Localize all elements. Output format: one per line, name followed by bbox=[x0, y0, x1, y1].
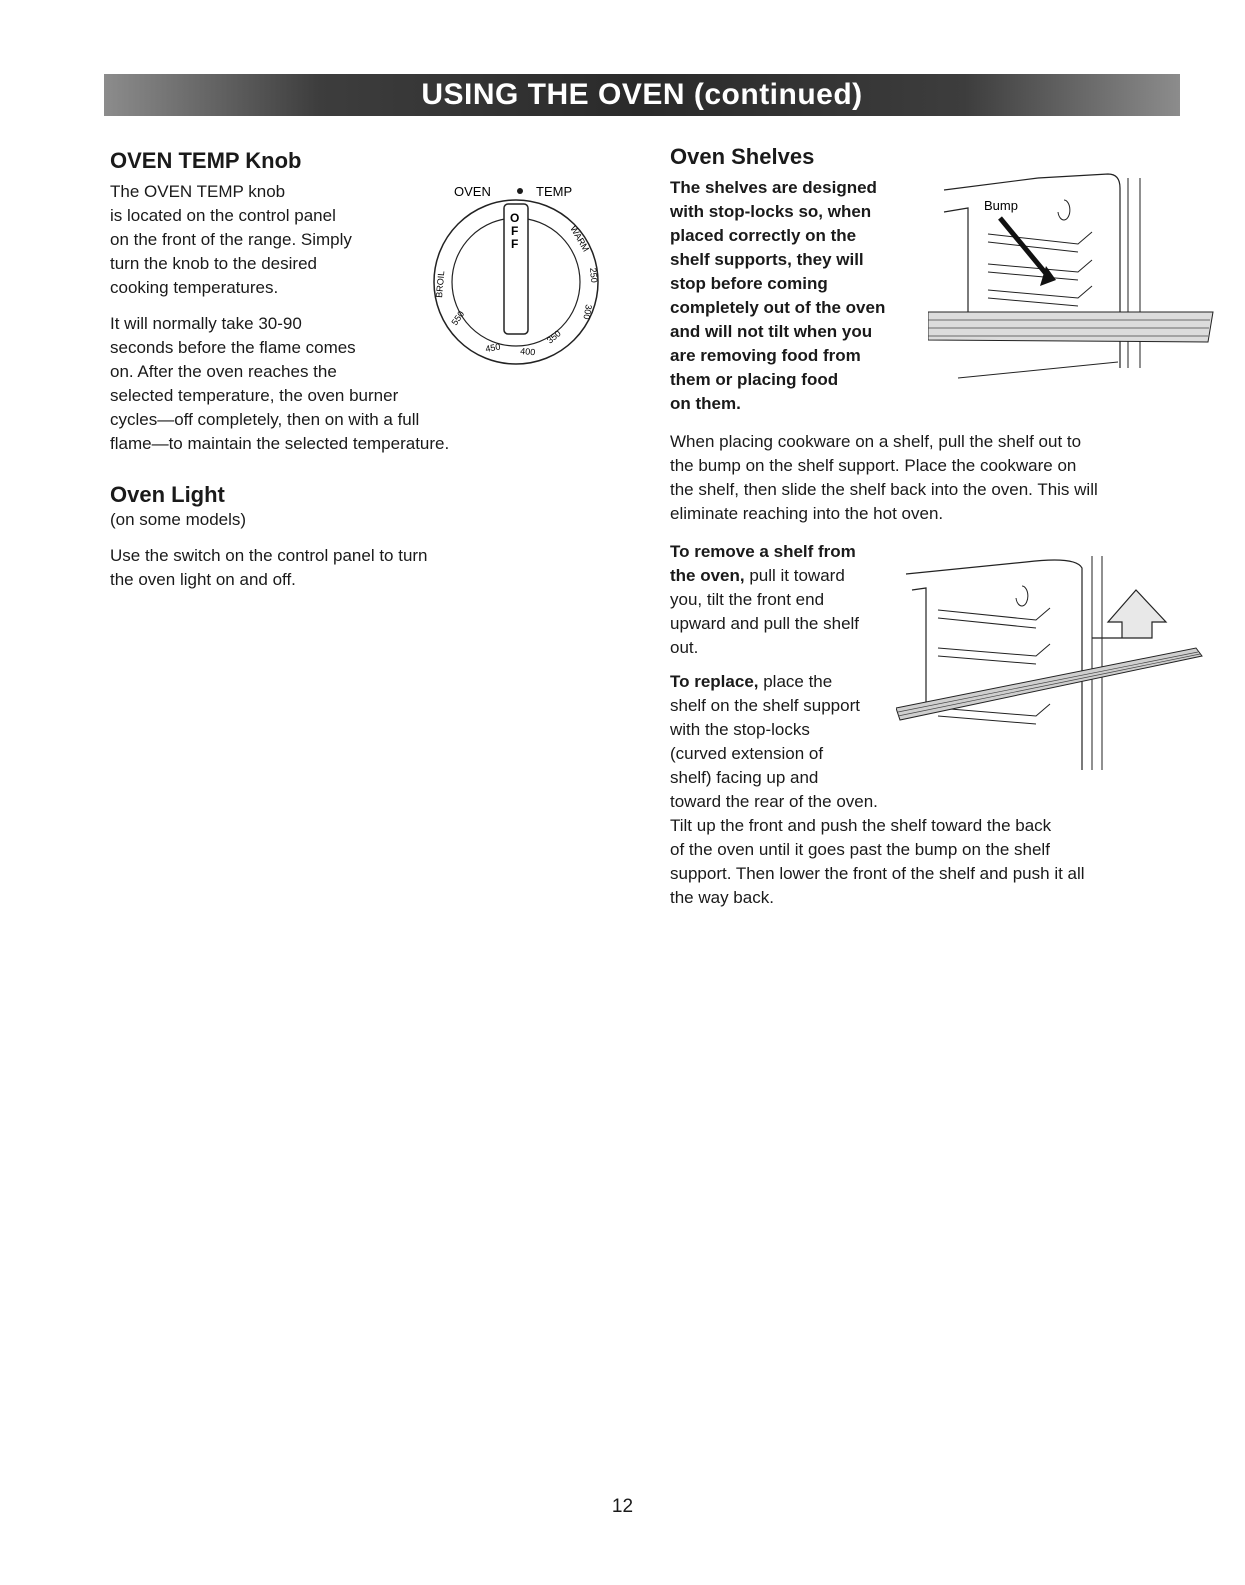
knob-label-broil: BROIL bbox=[434, 270, 447, 299]
knob-para1-line-5: cooking temperatures. bbox=[110, 278, 279, 297]
knob-para1-line-3: on the front of the range. Simply bbox=[110, 230, 352, 249]
shelves-bold-line-6: completely out of the oven bbox=[670, 298, 886, 317]
shelf-remove-illustration bbox=[896, 548, 1212, 778]
bump-label: Bump bbox=[984, 198, 1018, 213]
banner-title: USING THE OVEN (continued) bbox=[421, 78, 863, 111]
knob-off-letter-f1: F bbox=[511, 224, 519, 238]
shelves-bold-line-5: stop before coming bbox=[670, 274, 828, 293]
shelves-bold-line-1: The shelves are designed bbox=[670, 178, 877, 197]
shelf-support-rail bbox=[938, 608, 1050, 628]
knob-label-350: 350 bbox=[544, 328, 563, 346]
cookware-line-1: When placing cookware on a shelf, pull the shelf out to bbox=[670, 432, 1082, 451]
replace-line-6: toward the rear of the oven. bbox=[670, 792, 878, 811]
replace-line-5: shelf) facing up and bbox=[670, 768, 819, 787]
knob-off-letter-o: O bbox=[510, 211, 520, 225]
replace-line-1-bold: To replace, bbox=[670, 672, 759, 691]
knob-off-letter-f2: F bbox=[511, 237, 519, 251]
oven-right-wall bbox=[906, 560, 1082, 770]
upward-arrow bbox=[1092, 590, 1166, 638]
oven-left-wall bbox=[912, 588, 926, 708]
oven-light-heading: Oven Light bbox=[110, 482, 225, 507]
knob-para2-line-5: cycles—off completely, then on with a full bbox=[110, 410, 420, 429]
remove-line-3: you, tilt the front end bbox=[670, 590, 825, 609]
cookware-paragraph bbox=[670, 430, 1190, 526]
oven-light-bulb bbox=[1016, 586, 1028, 606]
shelf-support-rail bbox=[988, 286, 1092, 306]
shelf-support-rail bbox=[988, 232, 1092, 252]
shelves-bold-line-9: them or placing food bbox=[670, 370, 839, 389]
replace-line-7: Tilt up the front and push the shelf toward the back bbox=[670, 816, 1052, 835]
oven-left-wall bbox=[944, 208, 968, 312]
oven-light-bulb bbox=[1058, 200, 1070, 220]
light-line-1: Use the switch on the control panel to turn bbox=[110, 546, 428, 565]
knob-para1-line-2: is located on the control panel bbox=[110, 206, 336, 225]
cookware-line-4: eliminate reaching into the hot oven. bbox=[670, 504, 944, 523]
knob-indicator-dot bbox=[517, 188, 523, 194]
oven-top-edge bbox=[944, 178, 1038, 190]
shelves-bold-line-7: and will not tilt when you bbox=[670, 322, 873, 341]
knob-para1-line-4: turn the knob to the desired bbox=[110, 254, 317, 273]
replace-line-4: (curved extension of bbox=[670, 744, 824, 763]
replace-line-2: shelf on the shelf support bbox=[670, 696, 860, 715]
knob-para2-line-6: flame—to maintain the selected temperature. bbox=[110, 434, 450, 453]
knob-label-300: 300 bbox=[581, 303, 594, 321]
cookware-line-3: the shelf, then slide the shelf back into the oven. This will bbox=[670, 480, 1098, 499]
oven-light-subheading: (on some models) bbox=[110, 510, 247, 529]
page-number: 12 bbox=[611, 1496, 634, 1517]
knob-para2-line-1: It will normally take 30-90 bbox=[110, 314, 302, 333]
knob-label-warm: WARM bbox=[568, 224, 592, 254]
oven-light-paragraph bbox=[110, 544, 590, 592]
knob-label-400: 400 bbox=[519, 346, 536, 358]
replace-line-8: of the oven until it goes past the bump on the shelf bbox=[670, 840, 1050, 859]
shelves-bold-line-3: placed correctly on the bbox=[670, 226, 857, 245]
section-banner bbox=[104, 74, 1180, 116]
knob-para1-line-1: The OVEN TEMP knob bbox=[110, 182, 286, 201]
shelves-bold-line-10: on them. bbox=[670, 394, 741, 413]
shelves-bold-line-4: shelf supports, they will bbox=[670, 250, 864, 269]
knob-para2-line-4: selected temperature, the oven burner bbox=[110, 386, 399, 405]
oven-temp-knob-illustration bbox=[420, 180, 605, 370]
shelf-support-rail bbox=[938, 644, 1050, 664]
replace-line-10: the way back. bbox=[670, 888, 774, 907]
replace-line-3: with the stop-locks bbox=[670, 720, 810, 739]
knob-label-temp: TEMP bbox=[536, 184, 573, 199]
oven-shelf bbox=[928, 312, 1213, 342]
shelves-bold-line-2: with stop-locks so, when bbox=[670, 202, 872, 221]
shelf-lower-edge bbox=[958, 362, 1118, 378]
remove-line-5: out. bbox=[670, 638, 699, 657]
cookware-line-2: the bump on the shelf support. Place the cookware on bbox=[670, 456, 1077, 475]
knob-label-550: 550 bbox=[449, 309, 467, 328]
light-line-2: the oven light on and off. bbox=[110, 570, 296, 589]
remove-line-1: To remove a shelf from bbox=[670, 542, 856, 561]
oven-temp-knob-heading: OVEN TEMP Knob bbox=[110, 148, 302, 173]
oven-shelves-heading: Oven Shelves bbox=[670, 144, 815, 169]
knob-para2-line-2: seconds before the flame comes bbox=[110, 338, 356, 357]
knob-para2-line-3: on. After the oven reaches the bbox=[110, 362, 337, 381]
shelves-bold-line-8: are removing food from bbox=[670, 346, 861, 365]
remove-line-2-bold: the oven, bbox=[670, 566, 745, 585]
knob-label-450: 450 bbox=[484, 341, 502, 354]
replace-line-9: support. Then lower the front of the shelf and push it all bbox=[670, 864, 1085, 883]
knob-label-250: 250 bbox=[588, 267, 600, 284]
remove-line-2-rest: pull it toward bbox=[744, 566, 845, 585]
tilted-shelf bbox=[896, 648, 1202, 720]
shelf-bump-illustration bbox=[928, 172, 1218, 392]
replace-line-1-rest: place the bbox=[758, 672, 833, 691]
remove-line-4: upward and pull the shelf bbox=[670, 614, 860, 633]
knob-label-oven: OVEN bbox=[454, 184, 491, 199]
